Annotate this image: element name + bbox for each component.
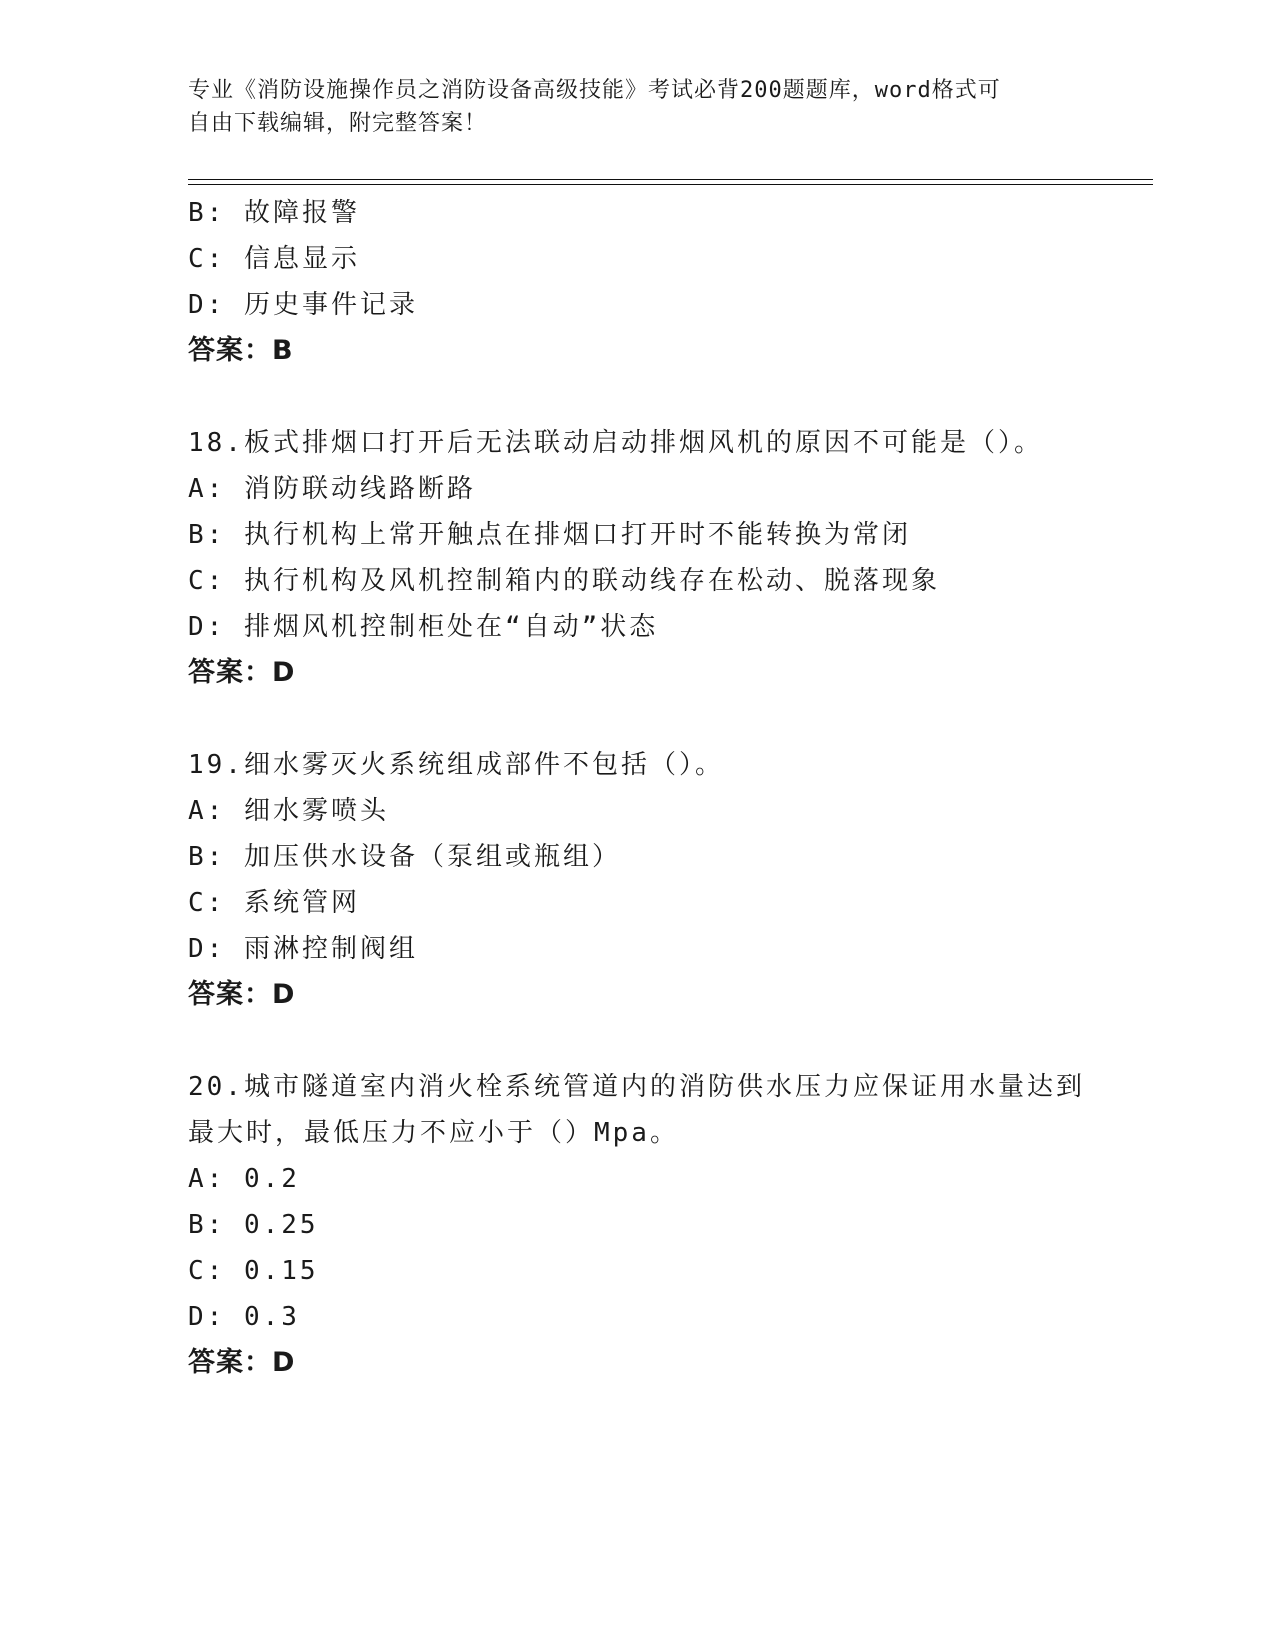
question-20 — [188, 1064, 1148, 1386]
answer: 答案：B — [188, 335, 294, 366]
answer: 答案：D — [188, 1347, 296, 1378]
option-c: C: 系统管网 — [188, 888, 360, 918]
header-divider-top — [188, 179, 1153, 180]
question-text-line-2: 最大时，最低压力不应小于（）Mpa。 — [188, 1118, 679, 1148]
option-d: D: 雨淋控制阀组 — [188, 934, 418, 964]
header-divider-bottom — [188, 184, 1153, 185]
option-b: B: 0.25 — [188, 1210, 319, 1240]
option-a: A: 消防联动线路断路 — [188, 474, 476, 504]
option-d: D: 排烟风机控制柜处在“自动”状态 — [188, 612, 659, 642]
question-text-line-1: 20.城市隧道室内消火栓系统管道内的消防供水压力应保证用水量达到 — [188, 1072, 1085, 1102]
option-c: C: 执行机构及风机控制箱内的联动线存在松动、脱落现象 — [188, 566, 940, 596]
header-line-1: 专业《消防设施操作员之消防设备高级技能》考试必背200题题库，word格式可 — [188, 78, 1001, 103]
answer: 答案：D — [188, 979, 296, 1010]
option-c: C: 0.15 — [188, 1256, 319, 1286]
option-a: A: 0.2 — [188, 1164, 300, 1194]
document-header — [188, 74, 1068, 140]
option-d: D: 0.3 — [188, 1302, 300, 1332]
question-17-tail — [188, 190, 1148, 374]
option-a: A: 细水雾喷头 — [188, 796, 389, 826]
option-d: D: 历史事件记录 — [188, 290, 418, 320]
option-b: B: 执行机构上常开触点在排烟口打开时不能转换为常闭 — [188, 520, 911, 550]
option-b: B: 加压供水设备（泵组或瓶组） — [188, 842, 621, 872]
answer: 答案：D — [188, 657, 296, 688]
question-18 — [188, 420, 1148, 696]
question-text: 19.细水雾灭火系统组成部件不包括（）。 — [188, 750, 724, 780]
question-list — [188, 190, 1148, 1386]
header-line-2: 自由下载编辑，附完整答案！ — [188, 111, 488, 136]
question-text: 18.板式排烟口打开后无法联动启动排烟风机的原因不可能是（）。 — [188, 428, 1043, 458]
option-b: B: 故障报警 — [188, 198, 360, 228]
question-19 — [188, 742, 1148, 1018]
option-c: C: 信息显示 — [188, 244, 360, 274]
